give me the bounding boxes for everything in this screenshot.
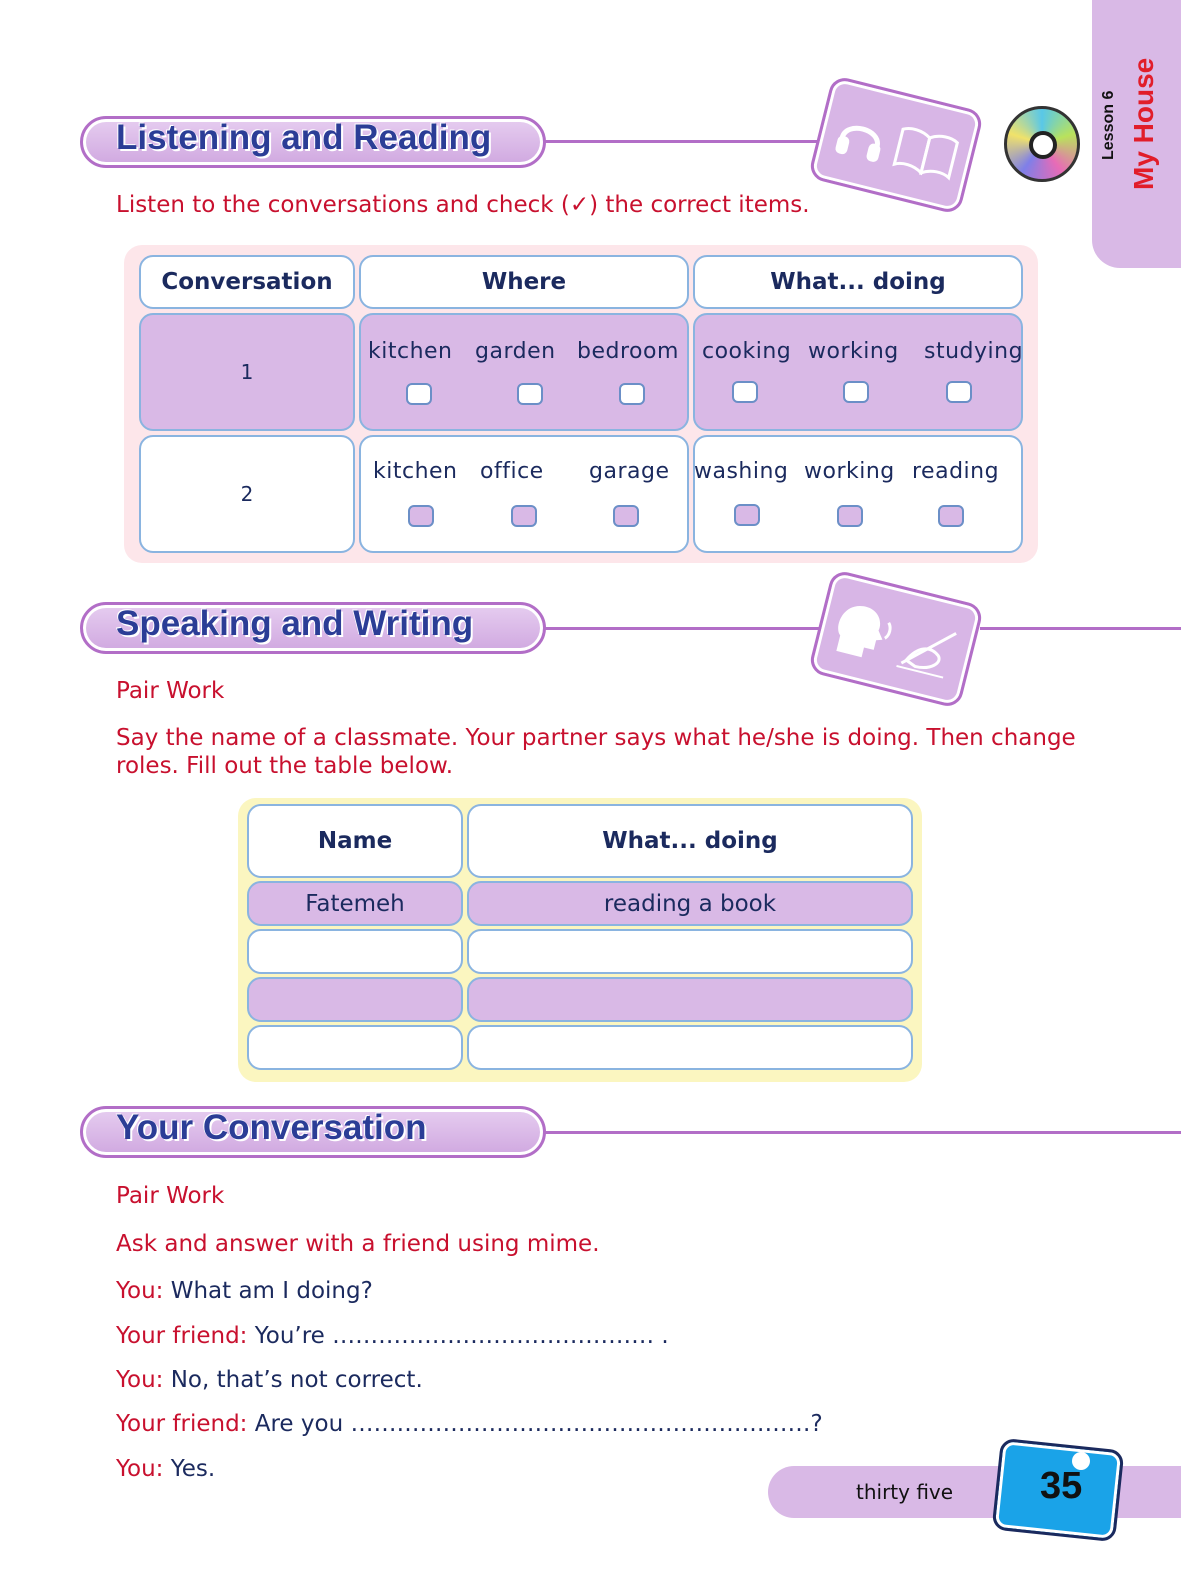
section-divider xyxy=(520,140,820,143)
option-label: cooking xyxy=(702,339,792,364)
option-label: bedroom xyxy=(577,339,679,364)
section-divider xyxy=(980,627,1181,630)
dialog-text: Yes. xyxy=(163,1456,216,1482)
listening-badge xyxy=(807,75,984,216)
table-header-what-doing: What... doing xyxy=(467,804,913,878)
table-header-name: Name xyxy=(247,804,463,878)
checkbox[interactable] xyxy=(938,505,964,527)
conversation-section-title: Your Conversation xyxy=(116,1108,427,1147)
option-label: garden xyxy=(475,339,556,364)
name-cell: Fatemeh xyxy=(247,881,463,926)
what-options-cell xyxy=(693,435,1023,553)
table-header-what-doing: What... doing xyxy=(693,255,1023,309)
dialog-line xyxy=(116,1323,669,1349)
checkbox[interactable] xyxy=(619,383,645,405)
speaking-section-title: Speaking and Writing xyxy=(116,604,474,643)
doing-input-cell[interactable] xyxy=(467,929,913,974)
doing-input-cell[interactable] xyxy=(467,977,913,1022)
headphones-icon xyxy=(830,105,893,168)
where-options-cell xyxy=(359,435,689,553)
option-label: kitchen xyxy=(373,459,458,484)
option-label: garage xyxy=(589,459,670,484)
speaking-instruction-line2: roles. Fill out the table below. xyxy=(116,753,454,779)
dialog-text: Are you ……………………………………………………? xyxy=(247,1411,823,1437)
option-label: reading xyxy=(912,459,1000,484)
row-number-cell: 2 xyxy=(139,435,355,553)
option-label: working xyxy=(804,459,895,484)
checkbox[interactable] xyxy=(946,381,972,403)
section-divider xyxy=(520,627,820,630)
cd-hole xyxy=(1029,131,1057,159)
table-header-where: Where xyxy=(359,255,689,309)
option-label: working xyxy=(808,339,899,364)
name-input-cell[interactable] xyxy=(247,1025,463,1070)
checkbox[interactable] xyxy=(511,505,537,527)
section-divider xyxy=(520,1131,1181,1134)
dialog-speaker: You: xyxy=(116,1456,164,1482)
speaking-badge xyxy=(807,569,984,710)
name-input-cell[interactable] xyxy=(247,929,463,974)
option-label: kitchen xyxy=(368,339,453,364)
dialog-text: No, that’s not correct. xyxy=(163,1367,423,1393)
checkbox[interactable] xyxy=(613,505,639,527)
where-options-cell xyxy=(359,313,689,431)
dialog-line xyxy=(116,1411,823,1437)
dialog-text: What am I doing? xyxy=(163,1278,373,1304)
book-icon xyxy=(890,123,961,183)
dialog-speaker: Your friend: xyxy=(116,1411,248,1437)
lesson-title: My House xyxy=(1128,57,1159,190)
checkbox[interactable] xyxy=(734,504,760,526)
listening-section-title: Listening and Reading xyxy=(116,118,492,157)
option-label: studying xyxy=(924,339,1024,364)
name-input-cell[interactable] xyxy=(247,977,463,1022)
speaking-head-icon xyxy=(826,594,899,667)
conversation-instruction: Ask and answer with a friend using mime. xyxy=(116,1231,600,1257)
conversation-pair-work-label: Pair Work xyxy=(116,1183,225,1209)
dialog-speaker: You: xyxy=(116,1367,164,1393)
dialog-speaker: Your friend: xyxy=(116,1323,248,1349)
row-number-cell: 1 xyxy=(139,313,355,431)
checkbox[interactable] xyxy=(408,505,434,527)
dialog-line xyxy=(116,1367,423,1393)
doing-cell: reading a book xyxy=(467,881,913,926)
speaking-pair-work-label: Pair Work xyxy=(116,678,225,704)
checkbox[interactable] xyxy=(732,381,758,403)
option-label: office xyxy=(480,459,544,484)
checkbox[interactable] xyxy=(843,381,869,403)
page-number-words: thirty five xyxy=(856,1480,954,1504)
page-number: 35 xyxy=(1040,1465,1083,1507)
speaking-instruction-line1: Say the name of a classmate. Your partner says what he/she is doing. Then change xyxy=(116,725,1076,751)
dialog-speaker: You: xyxy=(116,1278,164,1304)
table-header-conversation: Conversation xyxy=(139,255,355,309)
lesson-label: Lesson 6 xyxy=(1100,90,1117,160)
option-label: washing xyxy=(694,459,789,484)
what-options-cell xyxy=(693,313,1023,431)
checkbox[interactable] xyxy=(517,383,543,405)
listening-instruction: Listen to the conversations and check (✓) the correct items. xyxy=(116,192,810,218)
dialog-line xyxy=(116,1278,373,1304)
writing-hand-icon xyxy=(894,613,966,682)
dialog-text: You’re …………………………………… . xyxy=(247,1323,669,1349)
dialog-line xyxy=(116,1456,215,1482)
checkbox[interactable] xyxy=(406,383,432,405)
doing-input-cell[interactable] xyxy=(467,1025,913,1070)
checkbox[interactable] xyxy=(837,505,863,527)
